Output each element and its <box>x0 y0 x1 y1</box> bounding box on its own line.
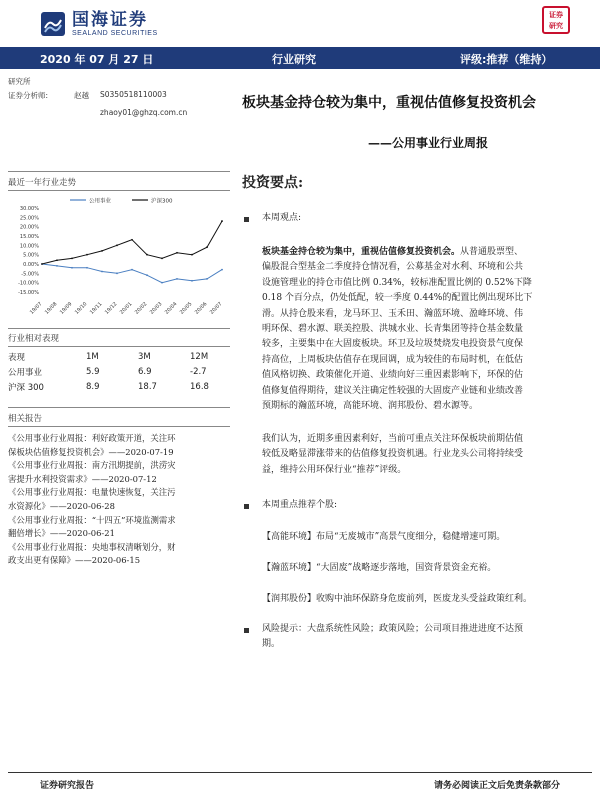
divider <box>8 346 230 347</box>
data-point <box>191 280 193 282</box>
data-point <box>101 271 103 273</box>
data-point <box>71 267 73 269</box>
report-date: 2020 年 07 月 27 日 <box>40 53 154 66</box>
y-tick-label: 30.00% <box>19 206 39 212</box>
analyst-email[interactable]: zhaoy01@ghzq.com.cn <box>100 108 188 117</box>
report-type: 行业研究 <box>272 53 316 66</box>
data-point <box>146 254 148 256</box>
bullet-icon <box>244 504 249 509</box>
report-title: 板块基金持仓较为集中，重视估值修复投资机会 <box>242 95 536 111</box>
footer-left: 证券研究报告 <box>40 781 95 791</box>
table-cell: 5.9 <box>86 366 100 377</box>
y-tick-label: -10.00% <box>18 280 39 287</box>
analyst-role: 证券分析师: <box>8 91 49 100</box>
report-rating: 评级:推荐（维持） <box>460 53 553 66</box>
data-point <box>176 252 178 254</box>
picks-label: 本周重点推荐个股: <box>262 500 338 510</box>
related-report-item[interactable]: 《公用事业行业周报：利好政策开道，关注环 保板块估值修复投资机会》——2020-07-19 <box>8 433 176 457</box>
x-tick-label: 20/03 <box>148 301 164 316</box>
data-point <box>146 274 148 276</box>
y-tick-label: 15.00% <box>19 234 39 240</box>
table-cell: 8.9 <box>86 381 100 392</box>
data-point <box>221 220 223 222</box>
report-seal: 证券 研究 <box>542 6 570 34</box>
data-point <box>161 282 163 284</box>
data-point <box>56 259 58 261</box>
footer-divider <box>8 772 592 773</box>
data-point <box>56 265 58 267</box>
related-report-item[interactable]: 《公用事业行业周报：“十四五”环境监测需求 翻倍增长》——2020-06-21 <box>8 514 176 539</box>
analyst-block <box>8 76 230 117</box>
performance-heading: 行业相对表现 <box>8 334 60 344</box>
x-tick-label: 20/02 <box>133 301 149 316</box>
y-tick-label: 20.00% <box>19 224 39 231</box>
series-line <box>42 221 222 264</box>
x-tick-label: 20/07 <box>208 301 224 316</box>
paragraph-conclusion: 我们认为，近期多重因素利好，当前可重点关注环保板块前期估值 较低及略显滞涨带来的估值修复投资机遇。行业龙头公司将持续受 益，维持公用环保行业“推荐”评级。 <box>262 434 524 475</box>
data-point <box>206 246 208 248</box>
table-cell: -2.7 <box>190 366 207 377</box>
x-tick-label: 19/11 <box>88 301 104 316</box>
performance-table <box>8 349 230 394</box>
data-point <box>176 278 178 280</box>
stock-pick-item: 【瀚蓝环境】“大固废”战略逐步落地，国资背景资金充裕。 <box>262 563 497 573</box>
table-header: 1M <box>86 351 99 362</box>
related-report-item[interactable]: 《公用事业行业周报：央地事权清晰划分，财 政支出更有保障》——2020-06-15 <box>8 541 176 566</box>
y-tick-label: 0.00% <box>23 262 39 268</box>
bullet-icon <box>244 217 249 222</box>
view-label: 本周观点: <box>262 213 302 223</box>
table-cell: 6.9 <box>138 366 152 377</box>
data-point <box>71 258 73 260</box>
x-tick-label: 19/09 <box>58 301 74 316</box>
divider <box>8 190 230 191</box>
data-point <box>191 254 193 256</box>
y-tick-label: -15.00% <box>18 290 39 296</box>
data-point <box>86 267 88 269</box>
analyst-license: S0350518110003 <box>100 90 167 99</box>
divider <box>8 328 230 329</box>
related-report-item[interactable]: 《公用事业行业周报：南方汛期提前，洪涝灾 害提升水利投资需求》——2020-07-12 <box>8 460 176 484</box>
x-tick-label: 19/10 <box>73 301 89 316</box>
analyst-dept: 研究所 <box>8 77 31 86</box>
report-subtitle: ——公用事业行业周报 <box>367 136 488 150</box>
x-tick-label: 20/06 <box>193 301 209 316</box>
data-point <box>86 254 88 256</box>
x-tick-label: 20/04 <box>163 301 179 316</box>
divider <box>8 426 230 427</box>
table-header-row <box>8 349 230 364</box>
company-logo <box>40 8 158 40</box>
table-row <box>8 379 230 394</box>
paragraph-lead: 板块基金持仓较为集中，重视估值修复投资机会。 <box>262 247 461 257</box>
x-tick-label: 19/08 <box>43 301 59 316</box>
footer-right: 请务必阅读正文后免责条款部分 <box>433 781 560 791</box>
logo-cn-text: 国海证券 <box>72 9 148 30</box>
y-tick-label: 5.00% <box>23 252 39 259</box>
data-point <box>161 258 163 260</box>
data-point <box>116 244 118 246</box>
data-point <box>131 269 133 271</box>
sealand-logo-icon <box>40 11 66 37</box>
paragraph-main: 板块基金持仓较为集中，重视估值修复投资机会。从普通股票型、 偏股混合型基金二季度持仓情况看，公募基金对水利、环境和公共 设施管理业的持仓市值比例 0.34%，较标准配置比例的 0.52%下降 0.18 个百分点，仍处低配，较一季度 0.44%的配置比例出现环比下 滑。从持仓股来看，龙马环卫、玉禾田、瀚蓝环境、盈峰环境、伟 明环保、碧水源、联美控股、洪城水业、长青集团等持仓基金数量 较多，主要集中在大固废板块。环卫及垃圾焚烧发电投资景气度保 持高位，上周板块估值存在现回调，成为较佳的布局时机，在低估 值风格切换、政策催化开道、业绩向好三重因素影响下，环保的估 值修复值得期待，建议关注确定性较强的大固废产业链和业绩改善 预期标的瀚蓝环境，高能环境、润邦股份、碧水源等。 <box>262 247 533 412</box>
highlights-heading: 投资要点: <box>242 175 304 191</box>
divider <box>8 407 230 408</box>
table-row <box>8 364 230 379</box>
table-header: 3M <box>138 351 151 362</box>
data-point <box>221 269 223 271</box>
logo-en-text: SEALAND SECURITIES <box>72 29 158 37</box>
table-cell: 18.7 <box>138 381 157 392</box>
divider <box>8 171 230 172</box>
stock-pick-item: 【润邦股份】收购中油环保跻身危废前列，医废龙头受益政策红利。 <box>262 594 533 604</box>
related-report-list <box>8 432 232 568</box>
table-header: 12M <box>190 351 209 362</box>
x-tick-label: 19/07 <box>28 301 44 316</box>
legend-label: 沪深300 <box>151 198 173 205</box>
data-point <box>41 263 43 265</box>
data-point <box>131 239 133 241</box>
y-tick-label: -5.00% <box>21 271 39 278</box>
x-tick-label: 20/01 <box>118 301 134 316</box>
table-cell: 公用事业 <box>8 367 43 378</box>
industry-trend-chart <box>8 194 230 322</box>
y-tick-label: 10.00% <box>19 243 39 250</box>
data-point <box>101 250 103 252</box>
table-header: 表现 <box>8 352 26 363</box>
legend-label: 公用事业 <box>89 198 112 205</box>
risk-warning: 风险提示：大盘系统性风险；政策风险；公司项目推进进度不达预 期。 <box>262 624 524 650</box>
x-tick-label: 19/12 <box>103 301 119 316</box>
table-cell: 沪深 300 <box>8 382 44 393</box>
bullet-icon <box>244 628 249 633</box>
data-point <box>206 278 208 280</box>
related-heading: 相关报告 <box>8 414 43 424</box>
x-tick-label: 20/05 <box>178 301 194 316</box>
series-line <box>42 264 222 283</box>
report-banner <box>0 47 600 69</box>
data-point <box>116 272 118 274</box>
analyst-name: 赵越 <box>74 91 89 100</box>
table-cell: 16.8 <box>190 381 209 392</box>
y-tick-label: 25.00% <box>19 215 39 222</box>
stock-pick-item: 【高能环境】布局“无废城市”高景气度细分，稳健增速可期。 <box>262 532 506 542</box>
related-report-item[interactable]: 《公用事业行业周报：电量快速恢复，关注污 水资源化》——2020-06-28 <box>8 487 176 511</box>
chart-heading: 最近一年行业走势 <box>8 178 77 188</box>
